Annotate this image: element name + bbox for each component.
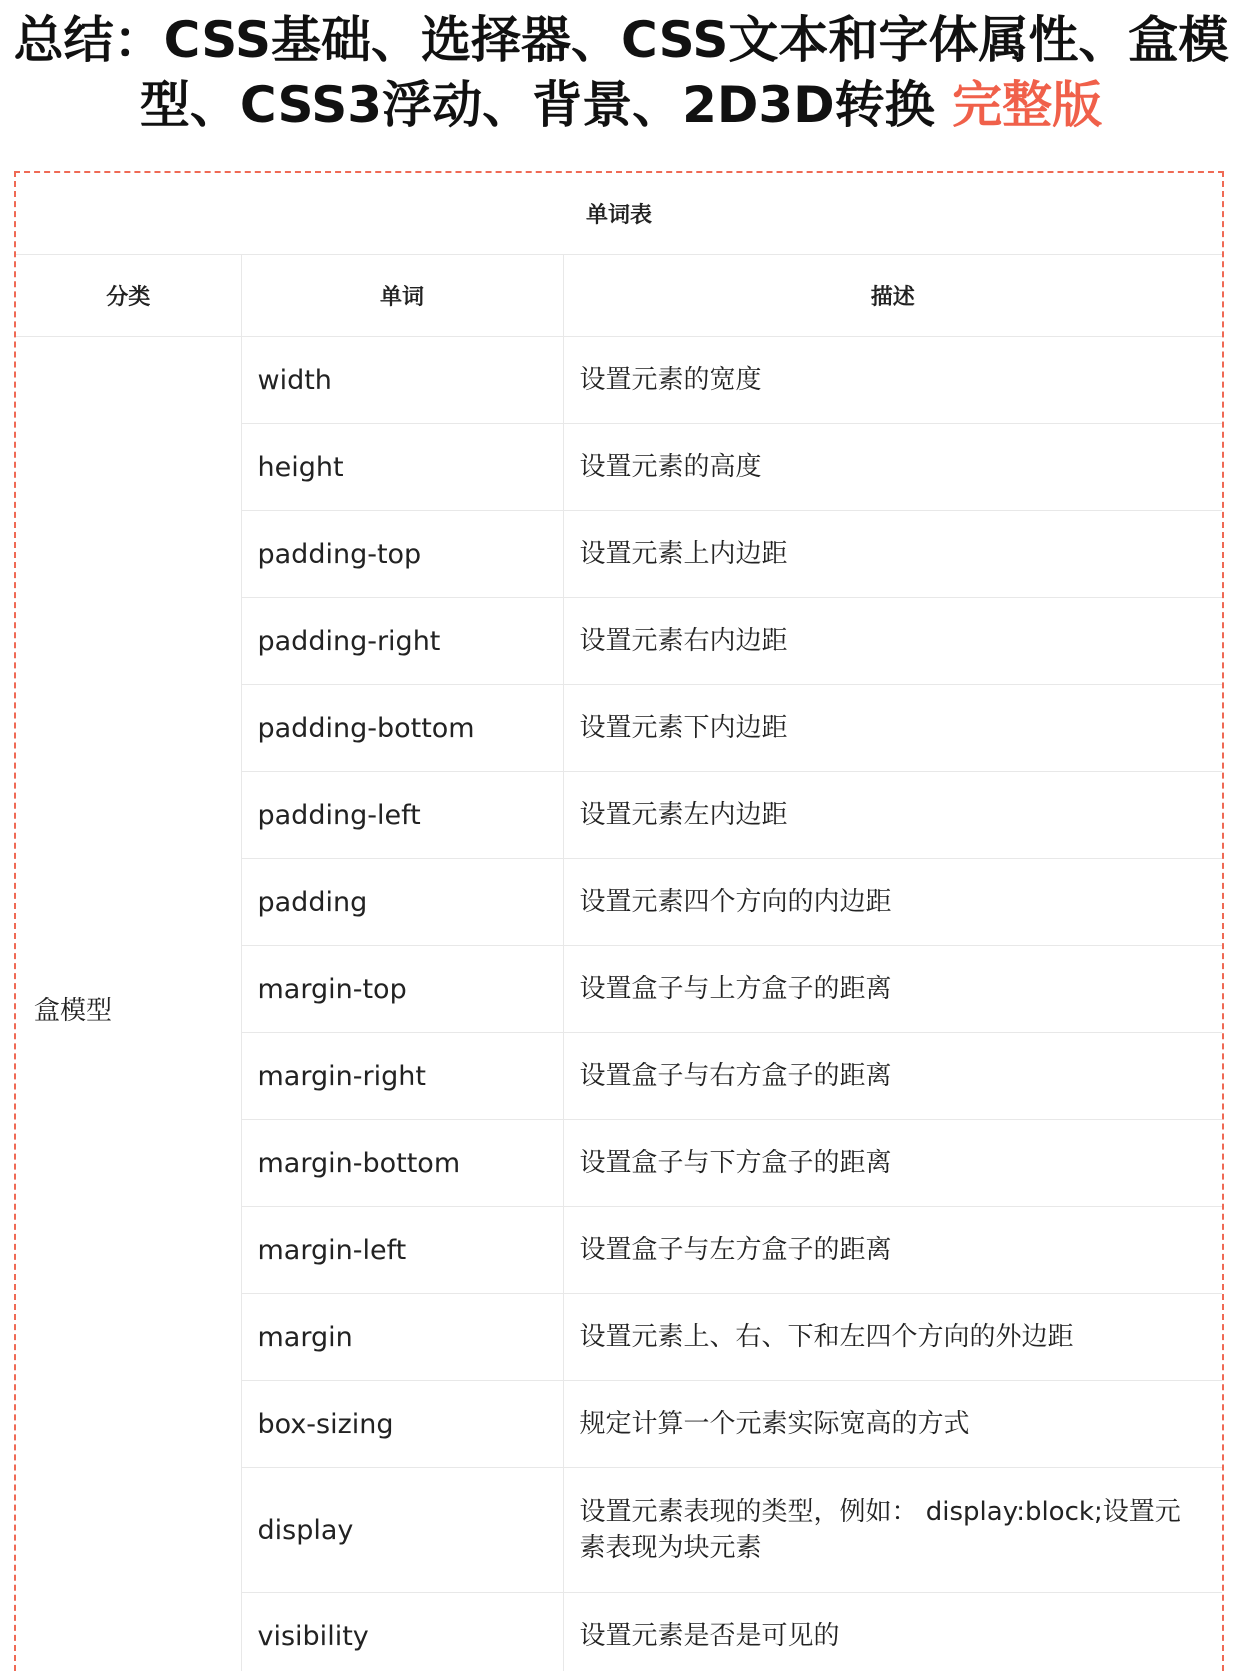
- word-cell: display: [241, 1468, 563, 1593]
- description-cell: 设置元素上、右、下和左四个方向的外边距: [563, 1294, 1222, 1381]
- description-cell: 设置元素四个方向的内边距: [563, 859, 1222, 946]
- page-title: [0, 8, 1242, 138]
- word-cell: margin: [241, 1294, 563, 1381]
- word-cell: padding-right: [241, 598, 563, 685]
- description-cell: 设置元素表现的类型，例如： display:block;设置元素表现为块元素: [563, 1468, 1222, 1593]
- description-cell: 设置盒子与下方盒子的距离: [563, 1120, 1222, 1207]
- word-cell: padding: [241, 859, 563, 946]
- word-cell: padding-bottom: [241, 685, 563, 772]
- word-cell: visibility: [241, 1593, 563, 1671]
- word-cell: height: [241, 424, 563, 511]
- description-cell: 规定计算一个元素实际宽高的方式: [563, 1381, 1222, 1468]
- word-cell: padding-left: [241, 772, 563, 859]
- description-cell: 设置元素是否是可见的: [563, 1593, 1222, 1671]
- column-header-description: 描述: [563, 255, 1222, 337]
- word-cell: margin-left: [241, 1207, 563, 1294]
- category-cell: 盒模型: [16, 337, 241, 1671]
- vocabulary-table: [16, 173, 1222, 1671]
- description-cell: 设置盒子与右方盒子的距离: [563, 1033, 1222, 1120]
- column-header-word: 单词: [241, 255, 563, 337]
- vocabulary-table-frame: [14, 171, 1224, 1671]
- word-cell: box-sizing: [241, 1381, 563, 1468]
- description-cell: 设置元素的宽度: [563, 337, 1222, 424]
- description-cell: 设置元素左内边距: [563, 772, 1222, 859]
- word-cell: margin-top: [241, 946, 563, 1033]
- column-header-category: 分类: [16, 255, 241, 337]
- page-title-accent: 完整版: [952, 76, 1102, 134]
- description-cell: 设置元素右内边距: [563, 598, 1222, 685]
- vocabulary-table-body: [16, 173, 1222, 1671]
- word-cell: margin-right: [241, 1033, 563, 1120]
- description-cell: 设置盒子与左方盒子的距离: [563, 1207, 1222, 1294]
- description-cell: 设置元素上内边距: [563, 511, 1222, 598]
- word-cell: padding-top: [241, 511, 563, 598]
- table-caption-row: [16, 173, 1222, 255]
- word-cell: width: [241, 337, 563, 424]
- description-cell: 设置元素的高度: [563, 424, 1222, 511]
- page-title-line-1: 总结：CSS基础、选择器、CSS文本和字体属性、盒模: [0, 8, 1242, 73]
- word-cell: margin-bottom: [241, 1120, 563, 1207]
- description-cell: 设置元素下内边距: [563, 685, 1222, 772]
- page-title-line-2-text: 型、CSS3浮动、背景、2D3D转换: [140, 76, 935, 134]
- page-title-line-2: [0, 73, 1242, 138]
- description-cell: 设置盒子与上方盒子的距离: [563, 946, 1222, 1033]
- table-row: [16, 337, 1222, 424]
- table-header-row: [16, 255, 1222, 337]
- table-caption: 单词表: [16, 173, 1222, 255]
